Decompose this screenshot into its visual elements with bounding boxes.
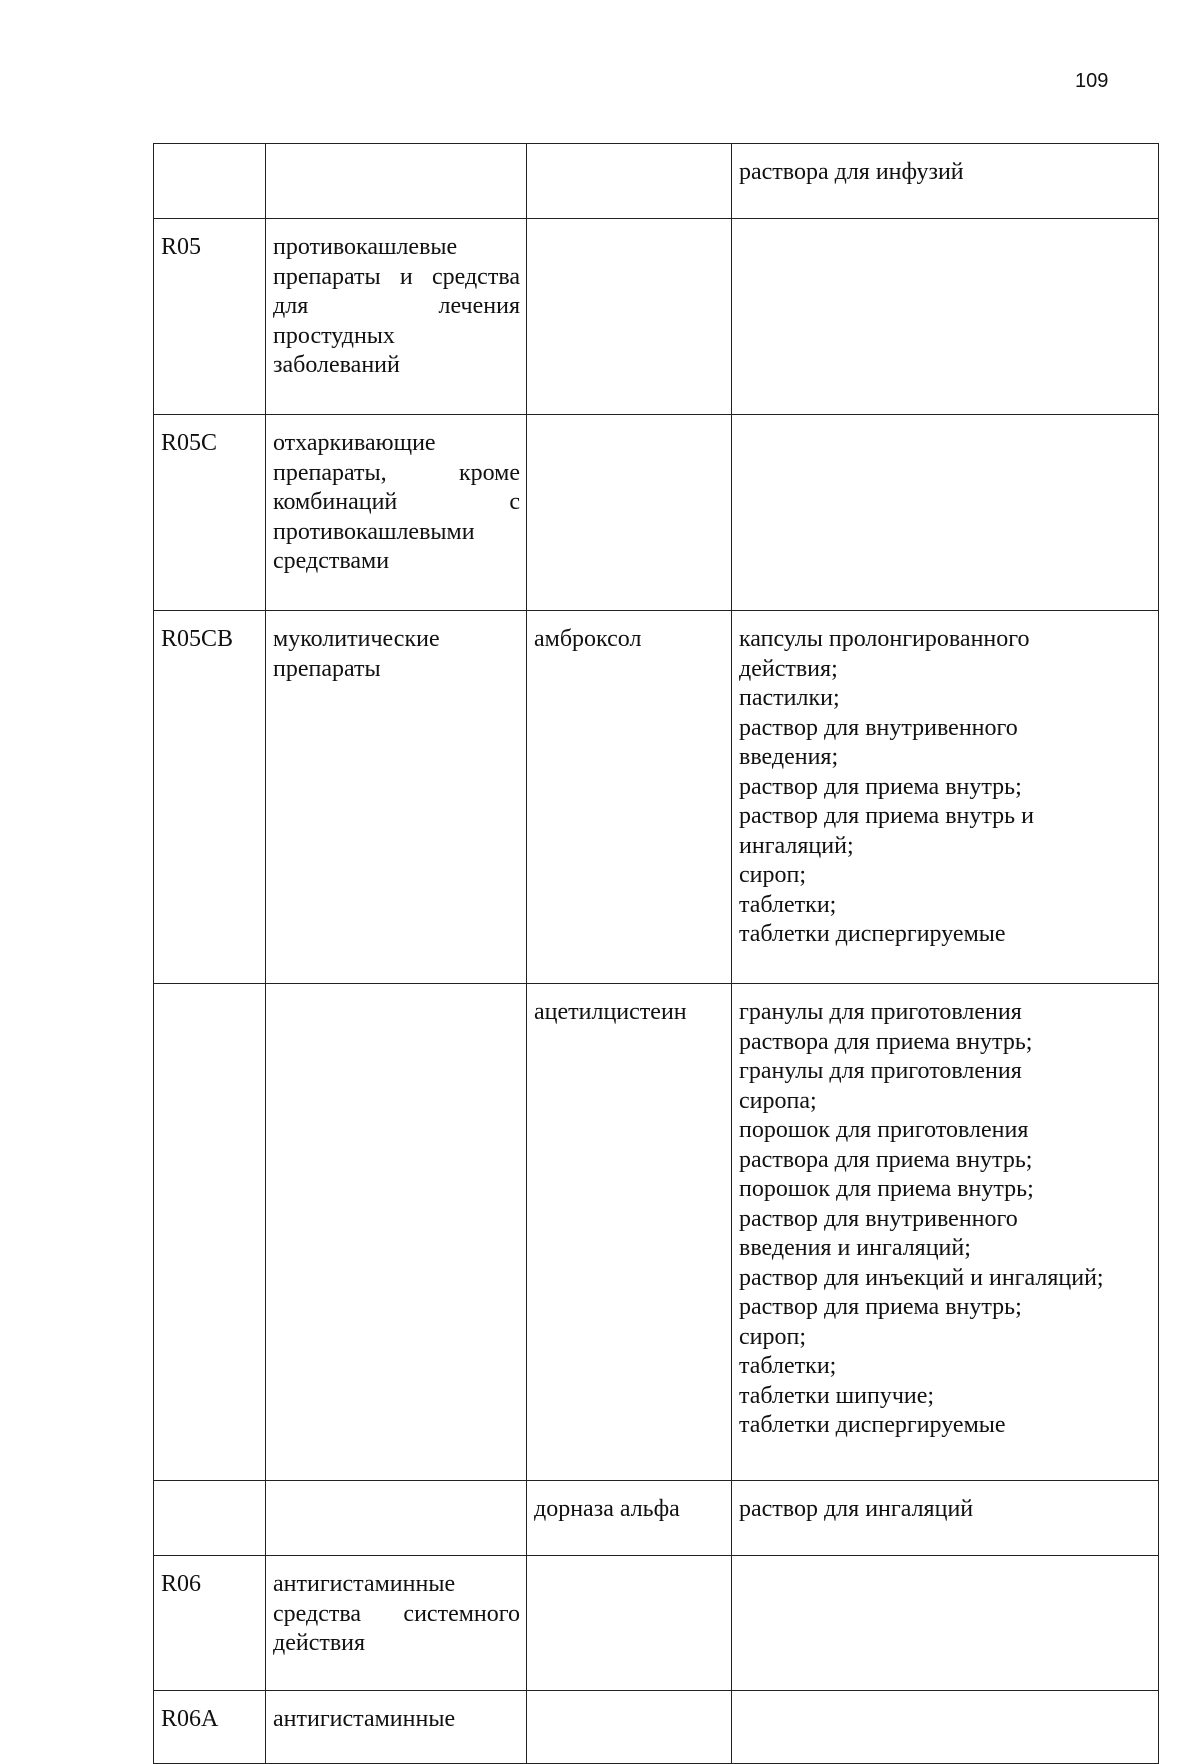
dosage-form-line: сироп; [739,862,807,888]
dosage-forms-cell [732,984,1159,1481]
table-row [154,1556,1159,1691]
drug-classification-table [153,143,1159,1764]
dosage-forms-cell [732,144,1159,219]
dosage-form-line: порошок для приема внутрь; [739,1176,1034,1202]
dosage-form-line: таблетки диспергируемые [739,921,1006,947]
dosage-forms-cell [732,1481,1159,1556]
dosage-form-line: таблетки; [739,891,837,918]
group-name-cell: антигистаминные [266,1691,527,1764]
table-row [154,219,1159,415]
atc-code-cell: R06A [154,1691,266,1764]
drug-name-cell [527,219,732,415]
dosage-form-line: порошок для приготовления [739,1117,1029,1143]
dosage-form-line: гранулы для приготовления [739,1058,1022,1084]
group-name-cell [266,1481,527,1556]
dosage-form-line: действия; [739,655,838,682]
dosage-forms-cell [732,611,1159,984]
drug-name-cell [527,415,732,611]
dosage-form-line: сиропа; [739,1087,817,1114]
group-name-cell [266,144,527,219]
dosage-form-line: раствор для инъекций и ингаляций; [739,1264,1104,1291]
drug-name-cell [527,1691,732,1764]
drug-name-cell: амброксол [527,611,732,984]
dosage-form-line: раствора для приема внутрь; [739,1028,1033,1055]
dosage-form-line: раствор для ингаляций [739,1496,974,1522]
group-name-cell: отхаркивающие препараты, кроме комбинаций с противокашлевыми средствами [266,415,527,611]
dosage-form-line: раствор для внутривенного [739,1205,1018,1232]
group-name-cell [266,984,527,1481]
table-row [154,1691,1159,1764]
page-number: 109 [1075,70,1109,92]
atc-code-cell [154,1481,266,1556]
table-row [154,144,1159,219]
atc-code-cell: R05 [154,219,266,415]
dosage-forms-cell [732,1691,1159,1764]
atc-code-cell: R06 [154,1556,266,1691]
dosage-form-line: капсулы пролонгированного [739,626,1030,652]
group-name-cell: антигистаминные средства системного действия [266,1556,527,1691]
group-name-cell: противокашлевые препараты и средства для лечения простудных заболеваний [266,219,527,415]
dosage-form-line: введения и ингаляций; [739,1235,971,1261]
drug-name-cell [527,1556,732,1691]
dosage-form-line: раствора для инфузий [739,159,964,185]
dosage-form-line: сироп; [739,1323,807,1350]
group-name-cell: муколитические препараты [266,611,527,984]
dosage-form-line: таблетки; [739,1353,837,1379]
drug-name-cell: дорназа альфа [527,1481,732,1556]
atc-code-cell: R05CB [154,611,266,984]
dosage-form-line: ингаляций; [739,832,854,859]
dosage-forms-cell [732,1556,1159,1691]
dosage-form-line: таблетки шипучие; [739,1382,935,1409]
dosage-form-line: раствора для приема внутрь; [739,1146,1033,1173]
dosage-forms-cell [732,415,1159,611]
dosage-form-line: раствор для внутривенного [739,714,1018,741]
dosage-form-line: таблетки диспергируемые [739,1412,1006,1438]
atc-code-cell [154,144,266,219]
atc-code-cell: R05C [154,415,266,611]
table-row [154,1481,1159,1556]
dosage-form-line: гранулы для приготовления [739,999,1022,1025]
table-row [154,984,1159,1481]
dosage-form-line: введения; [739,744,839,770]
dosage-forms-cell [732,219,1159,415]
drug-name-cell [527,144,732,219]
table-row [154,415,1159,611]
dosage-form-line: раствор для приема внутрь; [739,1294,1022,1320]
dosage-form-line: пастилки; [739,685,840,711]
drug-name-cell: ацетилцистеин [527,984,732,1481]
table-row [154,611,1159,984]
atc-code-cell [154,984,266,1481]
dosage-form-line: раствор для приема внутрь и [739,803,1034,829]
dosage-form-line: раствор для приема внутрь; [739,773,1022,800]
